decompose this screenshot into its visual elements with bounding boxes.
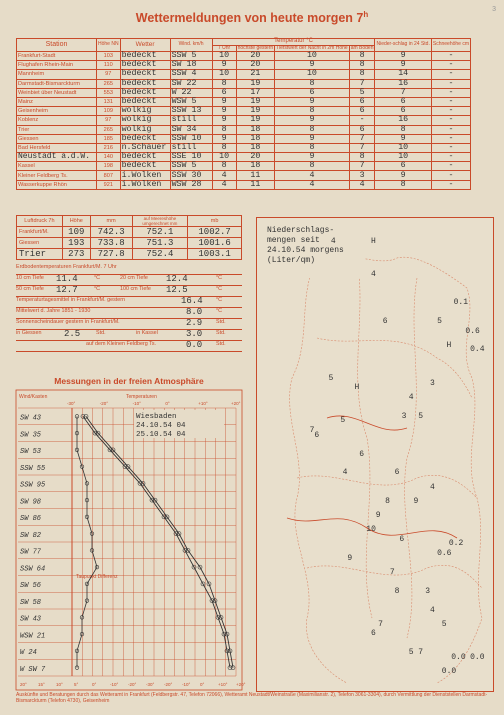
map-title-2: mengen seit: [267, 236, 320, 245]
lt-h2: mm: [90, 216, 132, 227]
cell-min: 9: [275, 116, 350, 125]
map-value: 5: [328, 373, 334, 383]
cell-hoehe: 265: [97, 79, 121, 88]
wind-entry: SW 53: [20, 448, 42, 457]
sun-feldberg: auf dem Kleinen Feldberg Ts. 0.0 Std.: [16, 341, 242, 352]
wind-entry: SW 58: [20, 598, 42, 607]
cell-wind: SSW 5: [170, 52, 212, 61]
map-value: 4: [430, 482, 435, 492]
soil-mean: Temperaturtagesmittel in Frankfurt/M. gestern 16.4 °C: [16, 297, 242, 308]
cell-wind: SW 18: [170, 61, 212, 70]
pressure-row: [17, 238, 242, 249]
hdr-t7: 7 Uhr: [212, 45, 236, 52]
cell-name: Neustadt a.d.W.: [17, 153, 97, 162]
pressure-hoehe: 273: [62, 249, 90, 260]
cell-max: 20: [236, 61, 275, 70]
map-title-3: 24.10.54 morgens: [267, 246, 344, 255]
map-value: H: [371, 236, 376, 246]
map-value: H: [354, 383, 360, 393]
soil-row-2: 50 cm Tiefe 12.7 °C 100 cm Tiefe 12.5 °C: [16, 286, 242, 297]
cell-schnee: -: [431, 171, 470, 180]
cell-max: 19: [236, 116, 275, 125]
cell-t7: 8: [212, 162, 236, 171]
cell-name: Giessen: [17, 134, 97, 143]
wind-entry: SSW 55: [20, 464, 46, 473]
map-value: 6: [314, 430, 320, 440]
wind-label: Wind/Kasten: [19, 394, 48, 400]
tick-label-bottom: 5°: [74, 682, 79, 687]
map-value: 4: [408, 392, 414, 402]
note-line1: 24.10.54 04: [136, 422, 186, 430]
map-value: 4: [330, 236, 336, 246]
map-value: 5: [340, 416, 346, 426]
cell-wetter: bedeckt: [120, 97, 170, 106]
cell-nieder: 10: [375, 143, 431, 152]
cell-hoehe: 216: [97, 143, 121, 152]
wind-entry: WSW 21: [20, 632, 46, 641]
cell-boden: 8: [349, 70, 375, 79]
cell-min: 4: [275, 171, 350, 180]
atmosphere-chart: [16, 390, 246, 690]
cell-name: Mainz: [17, 97, 97, 106]
cell-min: 8: [275, 79, 350, 88]
hdr-min: Tiefstwert der Nacht in 2m Höhe: [276, 44, 348, 51]
cell-schnee: -: [431, 107, 470, 116]
cell-hoehe: 97: [97, 116, 121, 125]
cell-max: 20: [236, 153, 275, 162]
tick-label-bottom: +10°: [218, 682, 228, 687]
cell-min: 10: [275, 70, 350, 79]
tick-label-bottom: -30°: [146, 682, 155, 687]
table-row: [17, 171, 471, 180]
cell-boden: 6: [349, 125, 375, 134]
weather-table: [16, 38, 471, 190]
map-value: 0.6: [437, 548, 452, 558]
map-value: 3: [401, 411, 407, 421]
lt-h0: Luftdruck 7h: [17, 216, 63, 227]
cell-wetter: i.Wolken: [120, 180, 170, 189]
cell-t7: 8: [212, 125, 236, 134]
cell-wetter: bedeckt: [120, 61, 170, 70]
tick-label-bottom: +20°: [236, 682, 246, 687]
cell-name: Geisenheim: [17, 107, 97, 116]
cell-nieder: 14: [375, 70, 431, 79]
map-value: 7: [389, 567, 395, 577]
cell-name: Kassel: [17, 162, 97, 171]
cell-max: 21: [236, 70, 275, 79]
note-station: Wiesbaden: [136, 413, 177, 421]
cell-wetter: bedeckt: [120, 88, 170, 97]
cell-wetter: bedeckt: [120, 153, 170, 162]
map-value: 5: [441, 619, 447, 629]
map-value: 6: [359, 449, 364, 459]
page-number: 3: [492, 6, 496, 13]
map-value: 4: [371, 269, 376, 279]
cell-min: 6: [275, 88, 350, 97]
map-value: 0.4: [470, 345, 485, 355]
pressure-mb: 1002.7: [188, 227, 242, 238]
cell-name: Darmstadt-Bismarckturm: [17, 79, 97, 88]
cell-hoehe: 103: [97, 52, 121, 61]
table-row: [17, 70, 471, 79]
cell-nieder: 9: [375, 134, 431, 143]
wind-entry: SW 56: [20, 582, 42, 591]
cell-wind: WSW 5: [170, 97, 212, 106]
cell-nieder: 10: [375, 153, 431, 162]
soil-section: [16, 264, 242, 352]
cell-wind: SSW 4: [170, 70, 212, 79]
cell-t7: 9: [212, 61, 236, 70]
cell-t7: 10: [212, 153, 236, 162]
map-value: 7: [418, 648, 423, 658]
cell-name: Trier: [17, 125, 97, 134]
pressure-mm: 727.8: [90, 249, 132, 260]
cell-boden: 4: [349, 180, 375, 189]
cell-schnee: -: [431, 153, 470, 162]
map-value: 10: [366, 525, 376, 535]
cell-schnee: -: [431, 52, 470, 61]
temp-label: Temperaturen: [126, 394, 157, 400]
pressure-mb: 1001.6: [188, 238, 242, 249]
map-value: 5: [437, 317, 442, 327]
cell-wetter: bedeckt: [120, 52, 170, 61]
cell-boden: 7: [349, 162, 375, 171]
map-value: 5: [418, 411, 423, 421]
cell-hoehe: 109: [97, 107, 121, 116]
cell-schnee: -: [431, 162, 470, 171]
map-value: 4: [342, 468, 348, 478]
hdr-hoehe: Höhe NN: [97, 39, 121, 52]
tick-label-bottom: 10°: [56, 682, 63, 687]
cell-schnee: -: [431, 61, 470, 70]
cell-min: 4: [275, 180, 350, 189]
tick-label-bottom: -10°: [182, 682, 191, 687]
map-value: 0.2: [448, 539, 464, 549]
map-value: 0.0: [441, 667, 457, 677]
cell-nieder: 7: [375, 88, 431, 97]
hdr-boden: am Boden: [350, 44, 374, 51]
tick-label-bottom: 20°: [20, 682, 27, 687]
pressure-mm_meer: 752.4: [132, 249, 188, 260]
cell-wind: SW 34: [170, 125, 212, 134]
cell-max: 11: [236, 180, 275, 189]
cell-t7: 4: [212, 180, 236, 189]
cell-boden: 8: [349, 52, 375, 61]
cell-schnee: -: [431, 70, 470, 79]
cell-min: 8: [275, 125, 350, 134]
cell-boden: 7: [349, 79, 375, 88]
hdr-temp: Temperatur °C: [212, 39, 375, 46]
cell-t7: 9: [212, 97, 236, 106]
map-title-4: (Liter/qm): [267, 256, 316, 265]
pressure-mm_meer: 752.1: [132, 227, 188, 238]
cell-boden: 5: [349, 88, 375, 97]
cell-name: Flughafen Rhein-Main: [17, 61, 97, 70]
cell-min: 10: [275, 52, 350, 61]
wind-entry: SW 86: [20, 515, 42, 524]
table-row: [17, 180, 471, 189]
cell-wetter: bedeckt: [120, 70, 170, 79]
tick-label-top: -20°: [99, 401, 109, 406]
cell-wetter: wolkig: [120, 125, 170, 134]
cell-min: 9: [275, 153, 350, 162]
cell-hoehe: 97: [97, 70, 121, 79]
hdr-nieder: Nieder-schlag in 24 Std.: [375, 39, 431, 52]
pressure-row: [17, 227, 242, 238]
hdr-max: höchste gestern: [237, 44, 274, 51]
cell-boden: 6: [349, 97, 375, 106]
cell-max: 11: [236, 171, 275, 180]
map-value: 3: [430, 378, 435, 388]
pressure-hoehe: 193: [62, 238, 90, 249]
cell-wind: still: [170, 116, 212, 125]
cell-wetter: wolkig: [120, 116, 170, 125]
cell-nieder: 6: [375, 162, 431, 171]
cell-name: Koblenz: [17, 116, 97, 125]
cell-hoehe: 140: [97, 153, 121, 162]
cell-hoehe: 110: [97, 61, 121, 70]
wind-entry: SW 98: [20, 498, 42, 507]
cell-t7: 4: [212, 171, 236, 180]
cell-max: 17: [236, 88, 275, 97]
table-row: [17, 116, 471, 125]
pressure-section: [16, 215, 242, 352]
map-value: 0.0: [470, 652, 485, 662]
tick-label-bottom: -10°: [110, 682, 119, 687]
map-value: 9: [413, 496, 419, 506]
cell-boden: 8: [349, 153, 375, 162]
cell-max: 18: [236, 143, 275, 152]
cell-wetter: bedeckt: [120, 162, 170, 171]
tick-label-bottom: 0°: [200, 682, 205, 687]
cell-t7: 9: [212, 134, 236, 143]
cell-nieder: 6: [375, 97, 431, 106]
cell-t7: 10: [212, 52, 236, 61]
tick-label-top: +20°: [231, 401, 241, 406]
series-point: [81, 414, 85, 418]
pressure-mm: 742.3: [90, 227, 132, 238]
map-value: 6: [394, 468, 400, 478]
tick-label-top: -10°: [132, 401, 141, 406]
map-value: 3: [425, 586, 431, 596]
tick-label-top: +10°: [198, 401, 208, 406]
cell-schnee: -: [431, 79, 470, 88]
cell-schnee: -: [431, 143, 470, 152]
cell-boden: 3: [349, 171, 375, 180]
map-value: 0.6: [465, 326, 480, 336]
cell-t7: 9: [212, 107, 236, 116]
hdr-wetter: Wetter: [120, 39, 170, 52]
soil-years: Mittelwert d. Jahre 1851 - 1930 8.0 °C: [16, 308, 242, 319]
cell-max: 19: [236, 107, 275, 116]
cell-t7: 8: [212, 143, 236, 152]
cell-schnee: -: [431, 180, 470, 189]
cell-hoehe: 185: [97, 134, 121, 143]
cell-name: Kleiner Feldberg Ts.: [17, 171, 97, 180]
tick-label-bottom: 0°: [92, 682, 97, 687]
cell-nieder: 8: [375, 180, 431, 189]
sun-frankfurt: Sonnenscheindauer gestern in Frankfurt/M. 2.9 Std.: [16, 319, 242, 330]
sun-giessen-kassel: in Giessen 2.5 Std. in Kassel 3.0 Std.: [16, 330, 242, 341]
cell-max: 20: [236, 52, 275, 61]
cell-boden: 7: [349, 134, 375, 143]
wind-entry: SW 35: [20, 431, 42, 440]
tick-label-top: -30°: [67, 401, 76, 406]
cell-nieder: 9: [375, 61, 431, 70]
map-value: 9: [347, 553, 353, 563]
cell-t7: 6: [212, 88, 236, 97]
map-value: 7: [378, 619, 383, 629]
cell-wetter: wolkig: [120, 107, 170, 116]
cell-wetter: i.Wolken: [120, 171, 170, 180]
table-row: [17, 125, 471, 134]
cell-min: 9: [275, 134, 350, 143]
pressure-name: Giessen: [17, 238, 63, 249]
cell-min: 9: [275, 97, 350, 106]
cell-t7: 8: [212, 79, 236, 88]
map-value: 0.1: [453, 298, 468, 308]
taupunkt-label: Taupunkt Differenz: [76, 574, 118, 580]
precipitation-map: [256, 217, 494, 692]
lt-h4: mb: [188, 216, 242, 227]
cell-max: 18: [236, 134, 275, 143]
wind-entry: W SW 7: [20, 665, 46, 674]
hdr-station: Station: [17, 39, 97, 52]
wind-entry: SW 82: [20, 531, 42, 540]
table-row: [17, 134, 471, 143]
wind-entry: SSW 95: [20, 481, 46, 490]
map-value: 6: [399, 534, 405, 544]
map-value: 6: [382, 317, 388, 327]
cell-max: 18: [236, 125, 275, 134]
cell-nieder: 6: [375, 107, 431, 116]
map-value: 7: [309, 425, 315, 435]
wind-entry: SSW 64: [20, 565, 46, 574]
cell-hoehe: 198: [97, 162, 121, 171]
note-line2: 25.10.54 04: [136, 431, 186, 439]
cell-name: Weinbiet über Neustadt: [17, 88, 97, 97]
pressure-mm: 733.8: [90, 238, 132, 249]
cell-t7: 9: [212, 116, 236, 125]
cell-nieder: 16: [375, 116, 431, 125]
cell-hoehe: 807: [97, 171, 121, 180]
footer-note: Auskünfte und Beratungen durch das Wetteramt in Frankfurt (Feldbergstr. 47, Telefon 72066), Wetteramt Neustadt/Weinstraße (Maximilianstr. 2), Telefon 3061-3304), durch Vermittlung der Dienststellen Darmstadt-Bismarckturm (Telefon 4730), Geisenheim: [16, 692, 488, 704]
cell-wetter: bedeckt: [120, 134, 170, 143]
cell-wind: W 22: [170, 88, 212, 97]
page-title: Wettermeldungen von heute morgen 7$^h$: [135, 10, 369, 26]
map-value: H: [446, 340, 452, 350]
lt-h1: Höhe: [62, 216, 90, 227]
cell-min: 8: [275, 162, 350, 171]
tick-label-top: 0°: [165, 401, 170, 406]
pressure-hoehe: 109: [62, 227, 90, 238]
cell-wind: SSW 30: [170, 171, 212, 180]
pressure-row: [17, 249, 242, 260]
cell-boden: -: [349, 116, 375, 125]
cell-wind: SSW 10: [170, 134, 212, 143]
pressure-mm_meer: 751.3: [132, 238, 188, 249]
cell-min: 8: [275, 143, 350, 152]
wind-entry: SW 77: [20, 548, 42, 557]
cell-name: Frankfurt-Stadt: [17, 52, 97, 61]
cell-schnee: -: [431, 97, 470, 106]
map-value: 9: [375, 510, 381, 520]
cell-name: Wasserkuppe Rhön: [17, 180, 97, 189]
pressure-name: Trier: [17, 249, 63, 260]
cell-boden: 6: [349, 107, 375, 116]
cell-wind: SSW 13: [170, 107, 212, 116]
cell-hoehe: 553: [97, 88, 121, 97]
cell-min: 8: [275, 107, 350, 116]
soil-label: Erdbodentemperaturen Frankfurt/M. 7 Uhr: [16, 264, 242, 275]
cell-hoehe: 131: [97, 97, 121, 106]
cell-wind: SSW 5: [170, 162, 212, 171]
cell-hoehe: 921: [97, 180, 121, 189]
cell-wetter: bedeckt: [120, 79, 170, 88]
cell-nieder: 9: [375, 52, 431, 61]
map-value: 8: [385, 496, 390, 506]
table-row: [17, 79, 471, 88]
wind-entry: SW 43: [20, 414, 42, 423]
hdr-wind: Wind. km/h: [170, 39, 212, 52]
soil-row-1: 10 cm Tiefe 11.4 °C 20 cm Tiefe 12.4 °C: [16, 275, 242, 286]
cell-min: 9: [275, 61, 350, 70]
chart-title: Messungen in der freien Atmosphäre: [54, 376, 204, 386]
cell-wetter: n.Schauer: [120, 143, 170, 152]
tick-label-bottom: 15°: [38, 682, 45, 687]
cell-boden: 8: [349, 61, 375, 70]
pressure-mb: 1003.1: [188, 249, 242, 260]
cell-schnee: -: [431, 116, 470, 125]
map-outline: [257, 218, 493, 691]
map-value: 5: [408, 648, 414, 658]
cell-max: 19: [236, 97, 275, 106]
cell-nieder: 9: [375, 171, 431, 180]
cell-schnee: -: [431, 125, 470, 134]
hdr-schnee: Schneehöhe cm: [431, 39, 470, 52]
tick-label-bottom: -20°: [128, 682, 137, 687]
wind-entry: SW 43: [20, 615, 42, 624]
cell-wind: WSW 28: [170, 180, 212, 189]
lt-h3: auf Meereshöhe umgerechnet mm: [132, 216, 188, 227]
cell-nieder: 16: [375, 79, 431, 88]
cell-hoehe: 265: [97, 125, 121, 134]
cell-nieder: 8: [375, 125, 431, 134]
map-value: 4: [430, 605, 435, 615]
map-value: 6: [371, 629, 376, 639]
map-value: 0.0: [451, 652, 466, 662]
cell-boden: 7: [349, 143, 375, 152]
tick-label-bottom: -20°: [164, 682, 173, 687]
cell-schnee: -: [431, 88, 470, 97]
pressure-name: Frankfurt/M.: [17, 227, 63, 238]
table-row: [17, 162, 471, 171]
pressure-table: [16, 215, 242, 260]
cell-wind: SW 22: [170, 79, 212, 88]
cell-max: 18: [236, 162, 275, 171]
cell-max: 19: [236, 79, 275, 88]
cell-schnee: -: [431, 134, 470, 143]
cell-name: Mannheim: [17, 70, 97, 79]
cell-wind: SSE 10: [170, 153, 212, 162]
cell-name: Bad Hersfeld: [17, 143, 97, 152]
cell-wind: still: [170, 143, 212, 152]
map-value: 8: [394, 586, 400, 596]
cell-t7: 10: [212, 70, 236, 79]
map-title-1: Niederschlags-: [267, 226, 335, 235]
wind-entry: W 24: [20, 649, 37, 658]
